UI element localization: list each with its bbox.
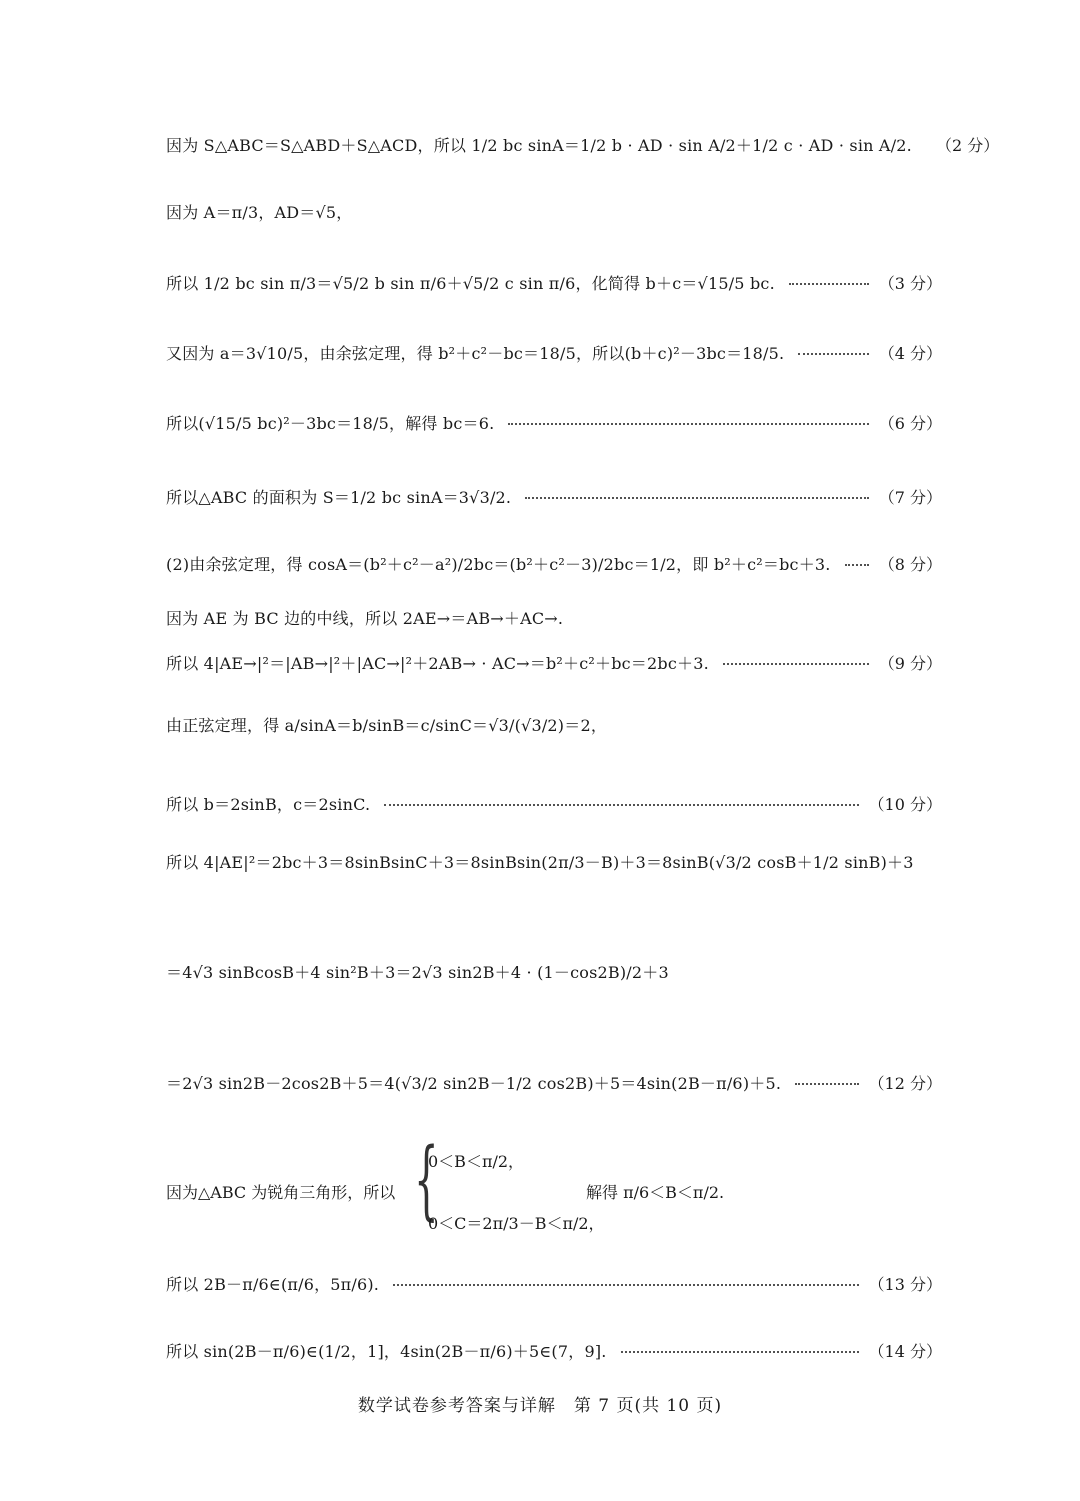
math-expression: 所以 1/2 bc sin π/3＝√5/2 b sin π/6＋√5/2 c sin π/6，化简得 b＋c＝√15/5 bc. — [166, 274, 775, 293]
math-expression: 因为 AE 为 BC 边的中线，所以 2AE→＝AB→＋AC→. — [166, 609, 564, 628]
math-expression: 所以△ABC 的面积为 S＝1/2 bc sinA＝3√3/2. — [166, 488, 512, 507]
case-condition-2: 0＜C＝2π/3－B＜π/2， — [428, 1214, 605, 1233]
dotted-leader — [384, 804, 858, 806]
solution-line-1 — [166, 136, 1000, 155]
score-mark: （9 分） — [878, 654, 942, 673]
cases-lead-text: 因为△ABC 为锐角三角形，所以 — [166, 1183, 396, 1202]
page-footer: 数学试卷参考答案与详解 第 7 页(共 10 页) — [357, 1396, 723, 1416]
score-mark: （6 分） — [878, 414, 942, 433]
dotted-leader — [508, 423, 868, 425]
solution-line-8 — [166, 611, 942, 627]
dotted-leader — [393, 1284, 858, 1286]
solution-line-11 — [166, 797, 942, 813]
solution-line-5 — [166, 416, 942, 432]
math-expression: ＝2√3 sin2B－2cos2B＋5＝4(√3/2 sin2B－1/2 cos2B)＋5＝4sin(2B－π/6)＋5. — [166, 1074, 782, 1093]
dotted-leader — [795, 1083, 858, 1085]
math-expression: 所以 4|AE|²＝2bc＋3＝8sinBsinC＋3＝8sinBsin(2π/3－B)＋3＝8sinB(√3/2 cosB＋1/2 sinB)＋3 — [166, 853, 914, 872]
math-expression: 所以 b＝2sinB，c＝2sinC. — [166, 795, 371, 814]
score-mark: （4 分） — [878, 344, 942, 363]
dotted-leader — [789, 283, 869, 285]
math-expression: 由正弦定理，得 a/sinA＝b/sinB＝c/sinC＝√3/(√3/2)＝2， — [166, 716, 608, 735]
solution-line-7 — [166, 557, 942, 573]
score-mark: （7 分） — [878, 488, 942, 507]
cases-block — [166, 1130, 766, 1245]
score-mark: （13 分） — [868, 1275, 942, 1294]
score-mark: （8 分） — [878, 555, 942, 574]
score-mark: （10 分） — [868, 795, 942, 814]
dotted-leader — [845, 564, 869, 566]
score-mark: （14 分） — [868, 1342, 942, 1361]
left-brace: { — [414, 1130, 439, 1230]
solution-line-13 — [166, 965, 942, 981]
cases-result: 解得 π/6＜B＜π/2. — [586, 1183, 725, 1202]
math-expression: 因为 A＝π/3，AD＝√5， — [166, 203, 353, 222]
solution-line-14 — [166, 1076, 942, 1092]
math-expression: 所以 sin(2B－π/6)∈(1/2，1]，4sin(2B－π/6)＋5∈(7，9]. — [166, 1342, 607, 1361]
math-expression: 又因为 a＝3√10/5，由余弦定理，得 b²＋c²－bc＝18/5，所以(b＋c)²－3bc＝18/5. — [166, 344, 785, 363]
math-expression: 所以 4|AE→|²＝|AB→|²＋|AC→|²＋2AB→ · AC→＝b²＋c²＋bc＝2bc＋3. — [166, 654, 709, 673]
solution-line-6 — [166, 490, 942, 506]
solution-line-10 — [166, 718, 942, 734]
math-expression: (2)由余弦定理，得 cosA＝(b²＋c²－a²)/2bc＝(b²＋c²－3)/2bc＝1/2，即 b²＋c²＝bc＋3. — [166, 555, 831, 574]
math-expression: 所以(√15/5 bc)²－3bc＝18/5，解得 bc＝6. — [166, 414, 495, 433]
dotted-leader — [621, 1351, 859, 1353]
solution-line-9 — [166, 656, 942, 672]
solution-line-15 — [166, 1277, 942, 1293]
math-expression: 因为 S△ABC＝S△ABD＋S△ACD，所以 1/2 bc sinA＝1/2 b · AD · sin A/2＋1/2 c · AD · sin A/2. — [166, 136, 912, 155]
solution-line-3 — [166, 276, 942, 292]
dotted-leader — [525, 497, 869, 499]
math-expression: ＝4√3 sinBcosB＋4 sin²B＋3＝2√3 sin2B＋4 · (1－cos2B)/2＋3 — [166, 963, 669, 982]
score-mark: （12 分） — [868, 1074, 942, 1093]
dotted-leader — [798, 353, 868, 355]
score-mark: （2 分） — [935, 136, 1000, 155]
solution-line-12 — [166, 855, 942, 871]
case-condition-1: 0＜B＜π/2， — [428, 1152, 525, 1171]
solution-line-2 — [166, 205, 942, 221]
solution-line-4 — [166, 346, 942, 362]
math-expression: 所以 2B－π/6∈(π/6，5π/6). — [166, 1275, 380, 1294]
solution-line-16 — [166, 1344, 942, 1360]
dotted-leader — [723, 663, 869, 665]
score-mark: （3 分） — [878, 274, 942, 293]
